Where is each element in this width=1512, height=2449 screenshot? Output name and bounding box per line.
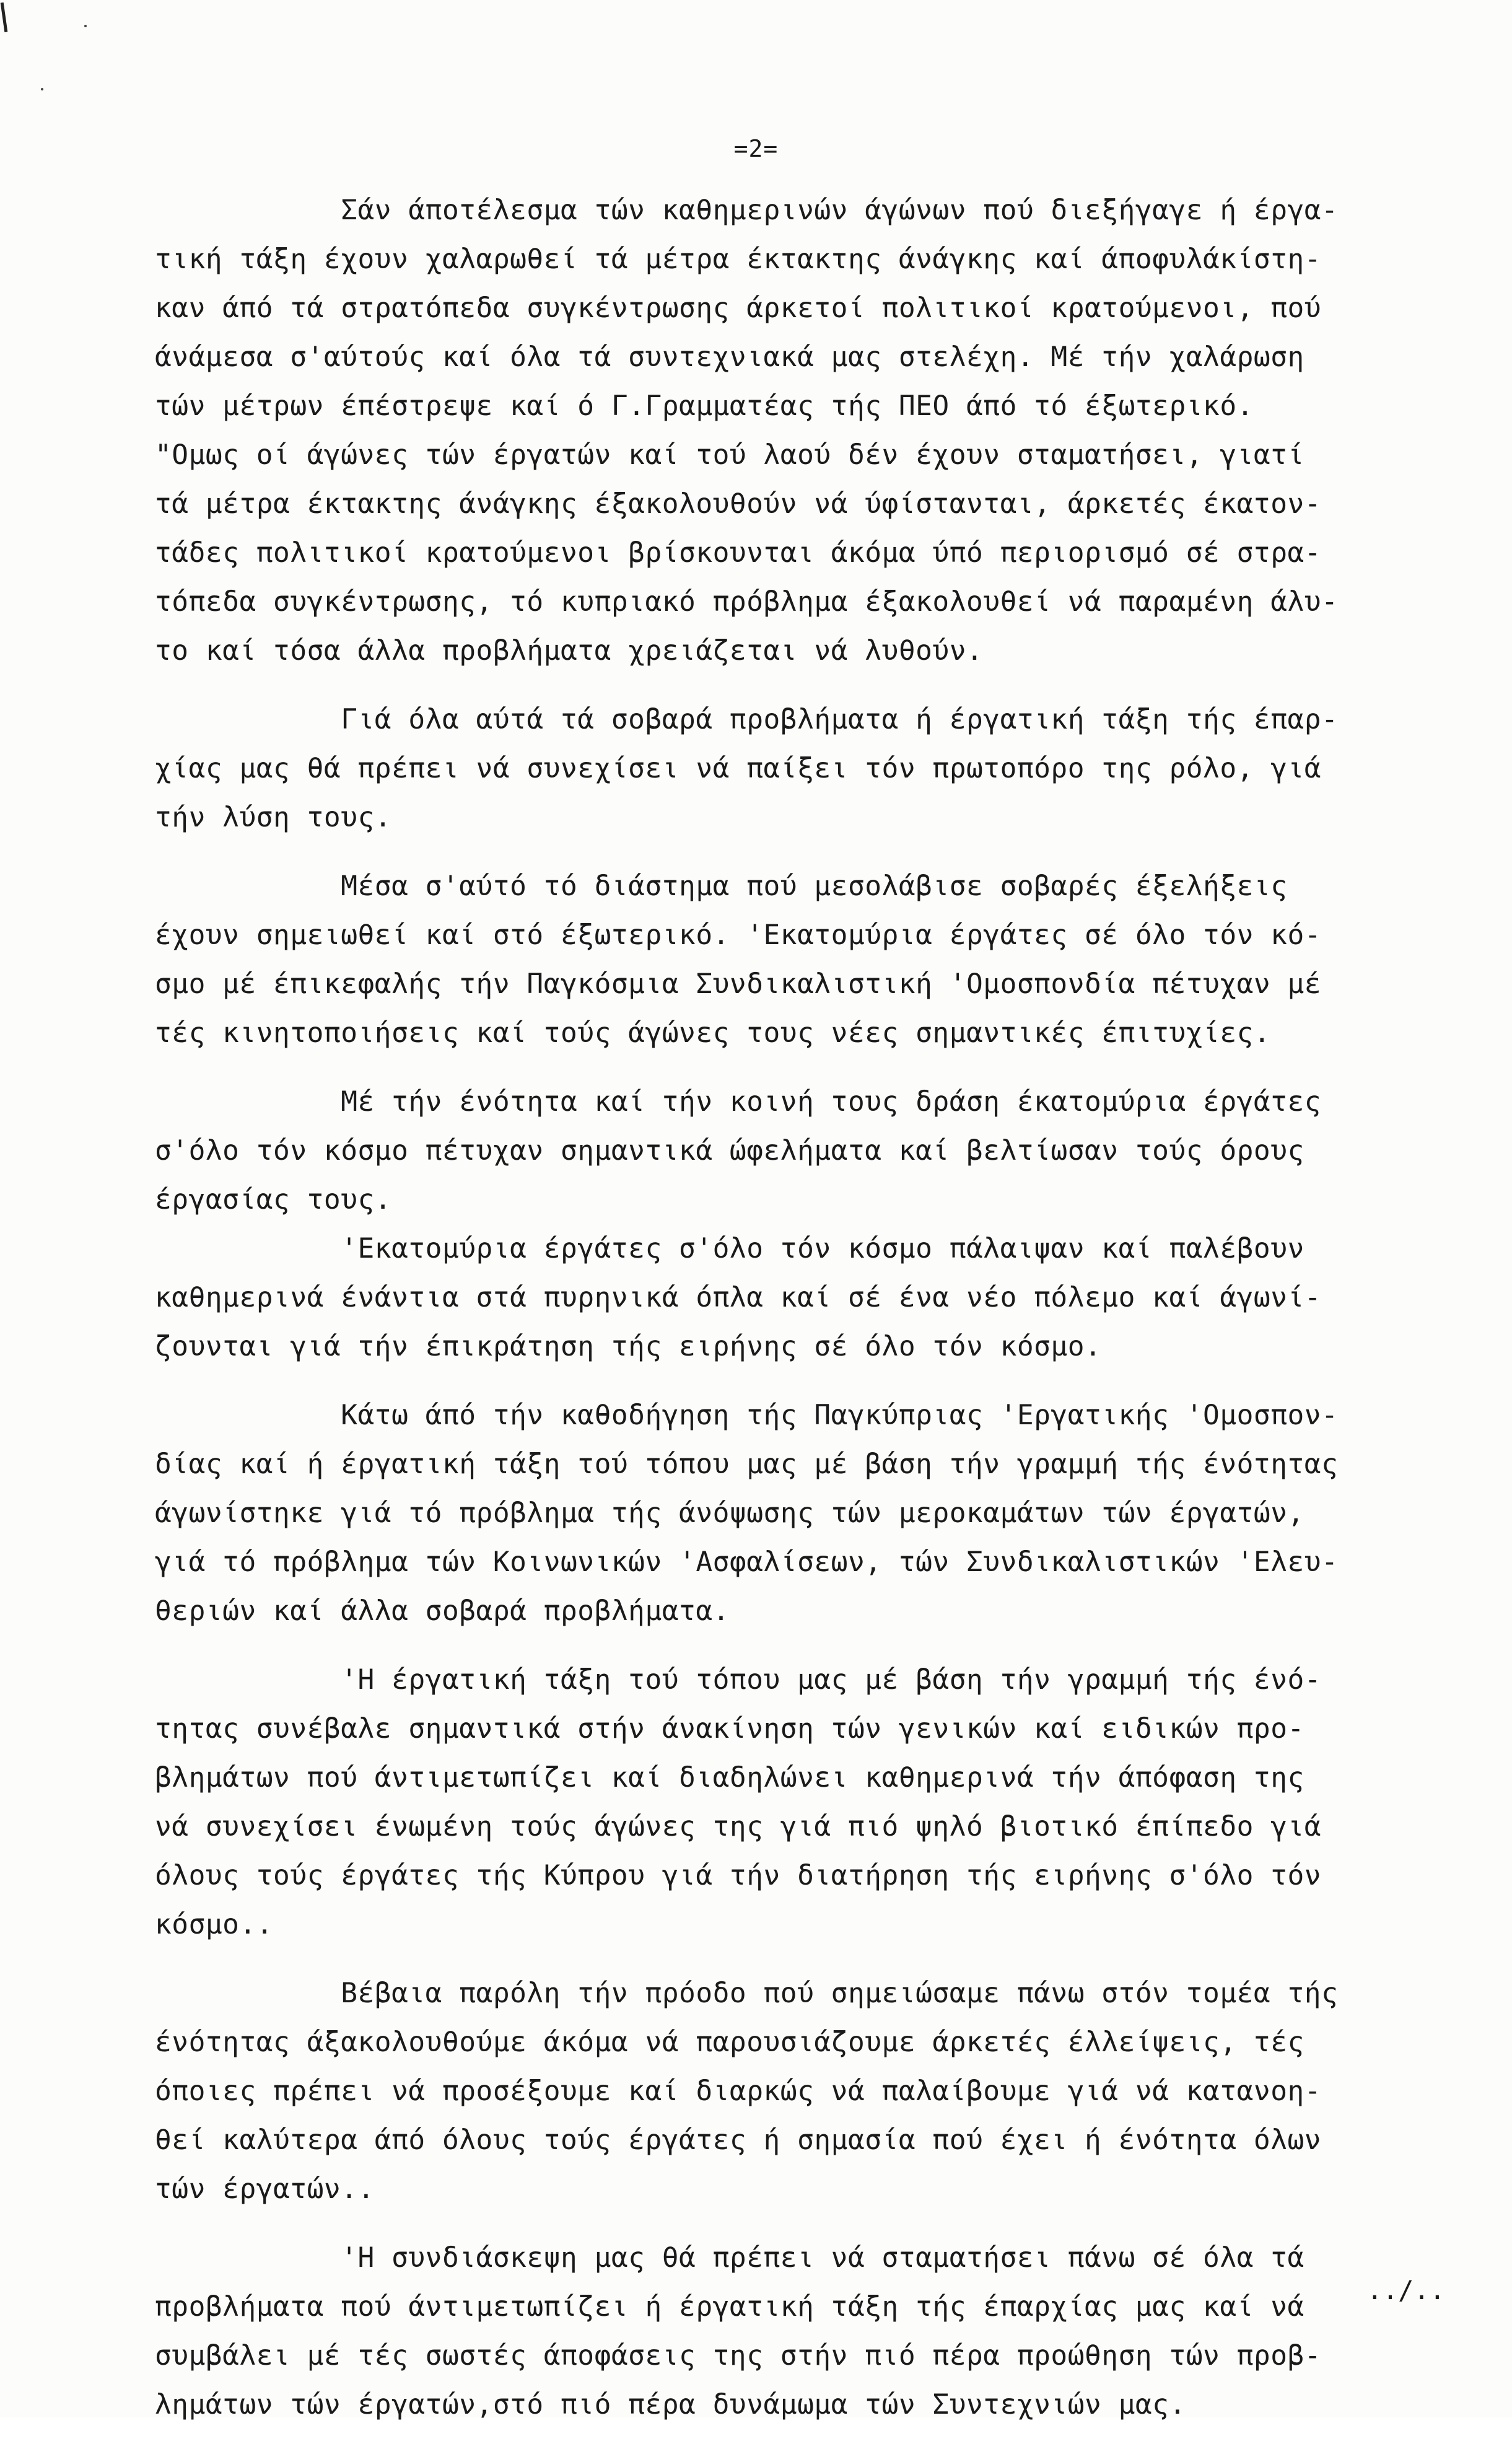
scan-speck — [84, 25, 87, 27]
text-line: σμο μέ έπικεφαλής τήν Παγκόσμια Συνδικαλιστική 'Ομοσπονδία πέτυχαν μέ — [155, 968, 1322, 1000]
text-line: έργασίας τους. — [155, 1184, 392, 1216]
text-line: άνάμεσα σ'αύτούς καί όλα τά συντεχνιακά μας στελέχη. Μέ τήν χαλάρωση — [155, 341, 1304, 373]
paragraph-3 — [155, 862, 1449, 1058]
page-number: =2= — [733, 135, 779, 162]
text-line: το καί τόσα άλλα προβλήματα χρειάζεται νά λυθούν. — [155, 635, 984, 667]
text-line: τήν λύση τους. — [155, 802, 392, 833]
text-line: τών μέτρων έπέστρεψε καί ό Γ.Γραμματέας τής ΠΕΟ άπό τό έξωτερικό. — [155, 390, 1254, 422]
text-line: Γιά όλα αύτά τά σοβαρά προβλήματα ή έργατική τάξη τής έπαρ- — [155, 704, 1339, 735]
text-line: έχουν σημειωθεί καί στό έξωτερικό. 'Εκατομύρια έργάτες σέ όλο τόν κό- — [155, 919, 1322, 951]
document-body — [155, 186, 1449, 2449]
text-line: Μέσα σ'αύτό τό διάστημα πού μεσολάβισε σοβαρές έξελήξεις — [155, 870, 1288, 902]
text-line: τόπεδα συγκέντρωσης, τό κυπριακό πρόβλημα έξακολουθεί νά παραμένη άλυ- — [155, 586, 1339, 618]
text-line: λημάτων τών έργατών,στό πιό πέρα δυνάμωμα τών Συντεχνιών μας. — [155, 2389, 1186, 2421]
text-line: γιά τό πρόβλημα τών Κοινωνικών 'Ασφαλίσεων, τών Συνδικαλιστικών 'Ελευ- — [155, 1546, 1339, 1578]
text-line: τάδες πολιτικοί κρατούμενοι βρίσκουνται άκόμα ύπό περιορισμό σέ στρα- — [155, 537, 1322, 569]
scan-corner-mark — [1, 2, 8, 32]
text-line: τά μέτρα έκτακτης άνάγκης έξακολουθούν νά ύφίστανται, άρκετές έκατον- — [155, 488, 1322, 520]
text-line: βλημάτων πού άντιμετωπίζει καί διαδηλώνει καθημερινά τήν άπόφαση της — [155, 1762, 1304, 1794]
paragraph-7 — [155, 1969, 1449, 2214]
text-line: συμβάλει μέ τές σωστές άποφάσεις της στήν πιό πέρα προώθηση τών προβ- — [155, 2340, 1322, 2372]
text-line: καν άπό τά στρατόπεδα συγκέντρωσης άρκετοί πολιτικοί κρατούμενοι, πού — [155, 292, 1322, 324]
text-line: τές κινητοποιήσεις καί τούς άγώνες τους νέες σημαντικές έπιτυχίες. — [155, 1017, 1271, 1049]
text-line: Κάτω άπό τήν καθοδήγηση τής Παγκύπριας 'Εργατικής 'Ομοσπον- — [155, 1400, 1339, 1431]
continuation-mark: ../.. — [1366, 2275, 1445, 2305]
paragraph-2 — [155, 695, 1449, 842]
text-line: Μέ τήν ένότητα καί τήν κοινή τους δράση έκατομύρια έργάτες — [155, 1086, 1322, 1118]
text-line: χίας μας θά πρέπει νά συνεχίσει νά παίξει τόν πρωτοπόρο της ρόλο, γιά — [155, 753, 1322, 784]
text-line: δίας καί ή έργατική τάξη τού τόπου μας μέ βάση τήν γραμμή τής ένότητας — [155, 1448, 1339, 1480]
text-line: "Ομως οί άγώνες τών έργατών καί τού λαού δέν έχουν σταματήσει, γιατί — [155, 439, 1304, 471]
text-line: ζουνται γιά τήν έπικράτηση τής ειρήνης σέ όλο τόν κόσμο. — [155, 1331, 1102, 1362]
text-line: όποιες πρέπει νά προσέξουμε καί διαρκώς νά παλαίβουμε γιά νά κατανοη- — [155, 2075, 1322, 2107]
text-line: τών έργατών.. — [155, 2173, 375, 2205]
text-line: τική τάξη έχουν χαλαρωθεί τά μέτρα έκτακτης άνάγκης καί άποφυλάκίστη- — [155, 243, 1322, 275]
text-line: σ'όλο τόν κόσμο πέτυχαν σημαντικά ώφελήματα καί βελτίωσαν τούς όρους — [155, 1135, 1304, 1167]
text-line: 'Η έργατική τάξη τού τόπου μας μέ βάση τήν γραμμή τής ένό- — [155, 1664, 1322, 1696]
text-line: Σάν άποτέλεσμα τών καθημερινών άγώνων πού διεξήγαγε ή έργα- — [155, 195, 1339, 226]
text-line: κόσμο.. — [155, 1909, 274, 1940]
text-line: όλους τούς έργάτες τής Κύπρου γιά τήν διατήρηση τής ειρήνης σ'όλο τόν — [155, 1860, 1322, 1891]
paragraph-1 — [155, 186, 1449, 675]
text-line: ένότητας άξακολουθούμε άκόμα νά παρουσιάζουμε άρκετές έλλείψεις, τές — [155, 2026, 1304, 2058]
paragraph-8 — [155, 2233, 1449, 2429]
scan-speck — [41, 88, 43, 90]
text-line: προβλήματα πού άντιμετωπίζει ή έργατική τάξη τής έπαρχίας μας καί νά — [155, 2291, 1304, 2323]
text-line: 'Η συνδιάσκεψη μας θά πρέπει νά σταματήσει πάνω σέ όλα τά — [155, 2242, 1304, 2274]
paragraph-6 — [155, 1655, 1449, 1949]
paragraph-5 — [155, 1391, 1449, 1636]
text-line: άγωνίστηκε γιά τό πρόβλημα τής άνόψωσης τών μεροκαμάτων τών έργατών, — [155, 1497, 1304, 1529]
text-line: τητας συνέβαλε σημαντικά στήν άνακίνηση τών γενικών καί ειδικών προ- — [155, 1713, 1304, 1745]
text-line: 'Εκατομύρια έργάτες σ'όλο τόν κόσμο πάλαιψαν καί παλέβουν — [155, 1233, 1304, 1264]
text-line: νά συνεχίσει ένωμένη τούς άγώνες της γιά πιό ψηλό βιοτικό έπίπεδο γιά — [155, 1811, 1322, 1842]
text-line: Βέβαια παρόλη τήν πρόοδο πού σημειώσαμε πάνω στόν τομέα τής — [155, 1978, 1339, 2009]
text-line: θεί καλύτερα άπό όλους τούς έργάτες ή σημασία πού έχει ή ένότητα όλων — [155, 2124, 1322, 2156]
text-line: καθημερινά ένάντια στά πυρηνικά όπλα καί σέ ένα νέο πόλεμο καί άγωνί- — [155, 1282, 1322, 1313]
text-line: θεριών καί άλλα σοβαρά προβλήματα. — [155, 1595, 730, 1627]
paragraph-4 — [155, 1077, 1449, 1371]
